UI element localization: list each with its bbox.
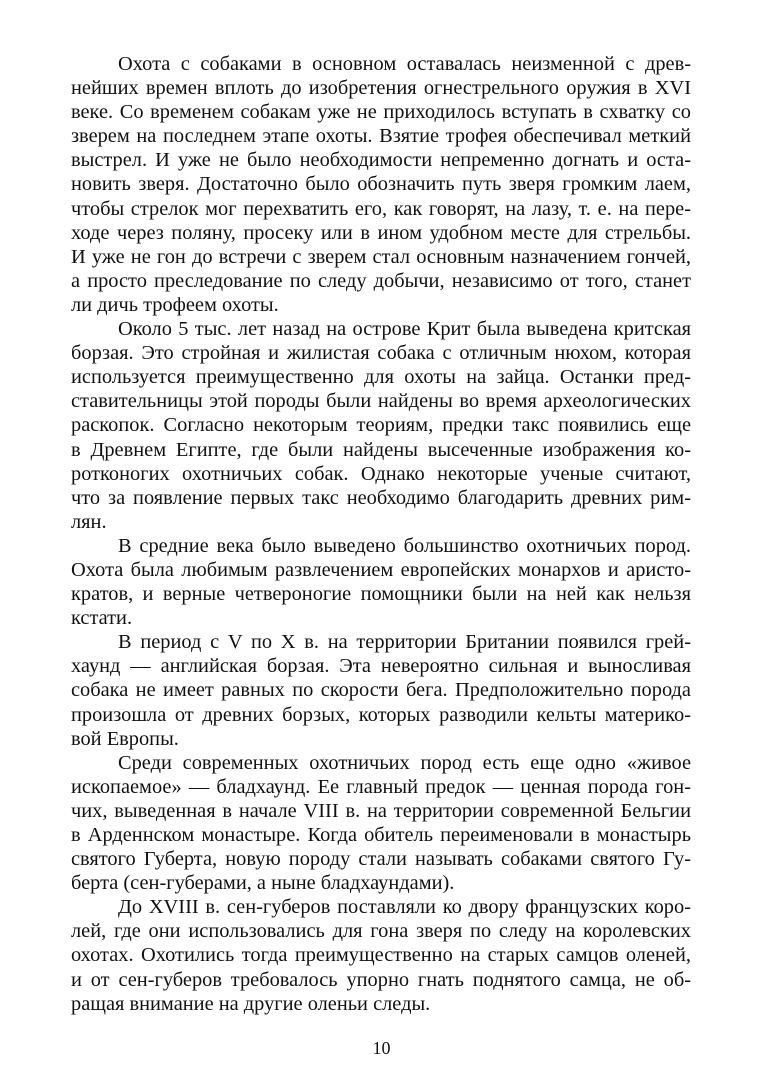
text-line: ращая внимание на другие оленьи следы. xyxy=(71,992,431,1015)
body-text xyxy=(71,52,691,1016)
text-line: И уже не гон до встречи с зверем стал основным назначением гончей, xyxy=(71,245,691,268)
text-line: ископаемое» — бладхаунд. Ее главный предок — ценная порода гон- xyxy=(71,775,691,798)
text-line: Около 5 тыс. лет назад на острове Крит была выведена критская xyxy=(118,318,691,341)
text-line: веке. Со временем собакам уже не приходилось вступать в схватку со xyxy=(71,101,691,124)
text-line: До XVIII в. сен-губеров поставляли ко двору французских коро- xyxy=(118,896,691,919)
text-line: выстрел. И уже не было необходимости непременно догнать и оста- xyxy=(71,149,691,172)
text-line: вой Европы. xyxy=(71,727,179,750)
text-line: и от сен-губеров требовалось упорно гнать поднятого самца, не об- xyxy=(71,968,691,991)
text-line: В период с V по X в. на территории Британии появился грей- xyxy=(118,631,691,654)
paragraph xyxy=(71,895,691,1015)
text-line: ротконогих охотничьих собак. Однако некоторые ученые считают, xyxy=(71,462,691,485)
text-line: в Древнем Египте, где были найдены высеченные изображения ко- xyxy=(71,438,691,461)
text-line: хаунд — английская борзая. Эта невероятно сильная и выносливая xyxy=(71,655,691,678)
text-line: а просто преследование по следу добычи, независимо от того, станет xyxy=(71,269,691,292)
text-line: Охота была любимым развлечением европейских монархов и аристо- xyxy=(71,558,691,581)
text-line: святого Губерта, новую породу стали называть собаками святого Гу- xyxy=(71,848,691,871)
text-line: берта (сен-губерами, а ныне бладхаундами). xyxy=(71,872,455,895)
text-line: собака не имеет равных по скорости бега. Предположительно порода xyxy=(71,679,691,702)
text-line: кратов, и верные четвероногие помощники были на ней как нельзя xyxy=(71,583,691,606)
text-line: ходе через поляну, просеку или в ином удобном месте для стрельбы. xyxy=(71,221,691,244)
text-line: чтобы стрелок мог перехватить его, как говорят, на лазу, т. е. на пере- xyxy=(71,197,691,220)
text-line: произошла от древних борзых, которых разводили кельты материко- xyxy=(71,703,691,726)
page-number: 10 xyxy=(372,1038,391,1058)
text-line: охотах. Охотились тогда преимущественно на старых самцов оленей, xyxy=(71,944,691,967)
paragraph xyxy=(71,751,691,896)
text-line: лян. xyxy=(71,510,107,533)
text-line: что за появление первых такс необходимо благодарить древних рим- xyxy=(71,486,691,509)
paragraph xyxy=(71,52,691,317)
text-line: борзая. Это стройная и жилистая собака с отличным нюхом, которая xyxy=(71,342,691,365)
text-line: кстати. xyxy=(71,607,133,630)
text-line: В средние века было выведено большинство охотничьих пород. xyxy=(118,534,691,557)
text-line: раскопок. Согласно некоторым теориям, предки такс появились еще xyxy=(71,414,691,437)
text-line: используется преимущественно для охоты на зайца. Останки пред- xyxy=(71,366,691,389)
text-line: в Арденнском монастыре. Когда обитель переименовали в монастырь xyxy=(71,824,691,846)
text-line: ставительницы этой породы были найдены во время археологических xyxy=(71,390,691,413)
text-line: лей, где они использовались для гона зверя по следу на королевских xyxy=(71,920,691,943)
text-line: Охота с собаками в основном оставалась неизменной с древ- xyxy=(118,53,691,75)
text-line: Среди современных охотничьих пород есть еще одно «живое xyxy=(118,751,691,774)
text-line: чих, выведенная в начале VIII в. на территории современной Бельгии xyxy=(71,799,691,822)
text-line: зверем на последнем этапе охоты. Взятие трофея обеспечивал меткий xyxy=(71,125,691,148)
text-line: новить зверя. Достаточно было обозначить путь зверя громким лаем, xyxy=(71,173,691,196)
paragraph xyxy=(71,317,691,534)
paragraph xyxy=(71,630,691,750)
text-line: нейших времен вплоть до изобретения огнестрельного оружия в XVI xyxy=(71,77,691,100)
text-line: ли дичь трофеем охоты. xyxy=(71,293,279,316)
paragraph xyxy=(71,534,691,630)
